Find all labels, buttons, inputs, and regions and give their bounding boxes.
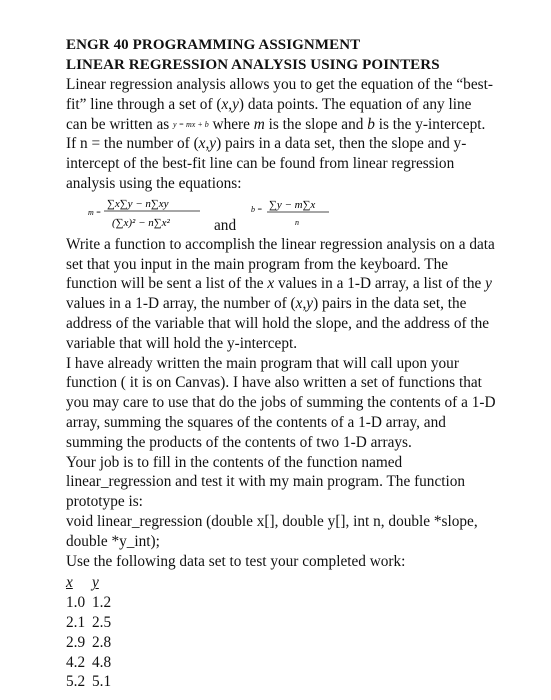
cell-y: 2.8	[92, 633, 112, 651]
document-page	[66, 36, 496, 692]
intercept-denominator: n	[295, 217, 299, 227]
inline-line-equation: y = mx + b	[173, 119, 209, 129]
cell-y: 2.5	[92, 613, 112, 631]
function-prototype: void linear_regression (double x[], double y[], int n, double *slope, double *y_int);	[66, 512, 478, 550]
table-row	[66, 633, 496, 653]
title-line-2: LINEAR REGRESSION ANALYSIS USING POINTERS	[66, 56, 440, 73]
intro-paragraph: Linear regression analysis allows you to get the equation of the “best-fit” line through a set of (x,y) data points. The equation of any line can be written as y = mx + b where m is the slope and b is the y-intercept. If n = the number of (x,y) pairs in a data set, then the slope and y-intercept of the best-fit line can be found from linear regression analysis using the equations:	[66, 76, 493, 192]
cell-x: 2.1	[66, 613, 86, 631]
cell-x: 5.2	[66, 673, 86, 691]
test-data-table	[66, 573, 496, 692]
table-row	[66, 653, 496, 673]
column-header-x: x	[66, 574, 73, 592]
slope-lhs: m =	[88, 207, 102, 217]
slope-numerator: ∑x∑y − n∑xy	[107, 197, 169, 210]
slope-equation	[88, 195, 218, 233]
task-paragraph: Write a function to accomplish the linear regression analysis on a data set that you input in the main program from the keyboard. The function will be sent a list of the x values in a 1-D array, a list of the y values in a 1-D array, the number of (x,y) pairs in the data set, the address of the variable that will hold the slope, and the address of the variable that will hold the y-intercept.	[66, 235, 495, 352]
column-header-y: y	[92, 574, 99, 592]
cell-x: 4.2	[66, 653, 86, 671]
table-row	[66, 672, 496, 692]
title-line-1: ENGR 40 PROGRAMMING ASSIGNMENT	[66, 37, 361, 53]
intercept-lhs: b =	[251, 204, 263, 214]
table-row	[66, 613, 496, 633]
cell-y: 5.1	[92, 673, 112, 691]
intercept-numerator: ∑y − m∑x	[269, 198, 316, 211]
cell-x: 1.0	[66, 594, 86, 612]
slope-denominator: (∑x)² − n∑x²	[112, 216, 170, 229]
cell-y: 1.2	[92, 594, 112, 612]
intercept-equation	[251, 199, 341, 235]
job-paragraph: Your job is to fill in the contents of the function named linear_regression and test it with my main program. The function prototype is:	[66, 453, 466, 511]
and-word: and	[214, 216, 237, 234]
table-header-row	[66, 573, 496, 593]
main-program-paragraph: I have already written the main program that will call upon your function ( it is on Canvas). I have also written a set of functions that you may care to use that do the jobs of summing the contents of a 1-D array, summing the squares of the contents of a 1-D array, and summing the products of the contents of two 1-D arrays.	[66, 354, 496, 451]
cell-y: 4.8	[92, 653, 112, 671]
test-data-intro: Use the following data set to test your completed work:	[66, 552, 406, 570]
table-row	[66, 593, 496, 613]
regression-equations	[66, 195, 496, 235]
cell-x: 2.9	[66, 633, 86, 651]
